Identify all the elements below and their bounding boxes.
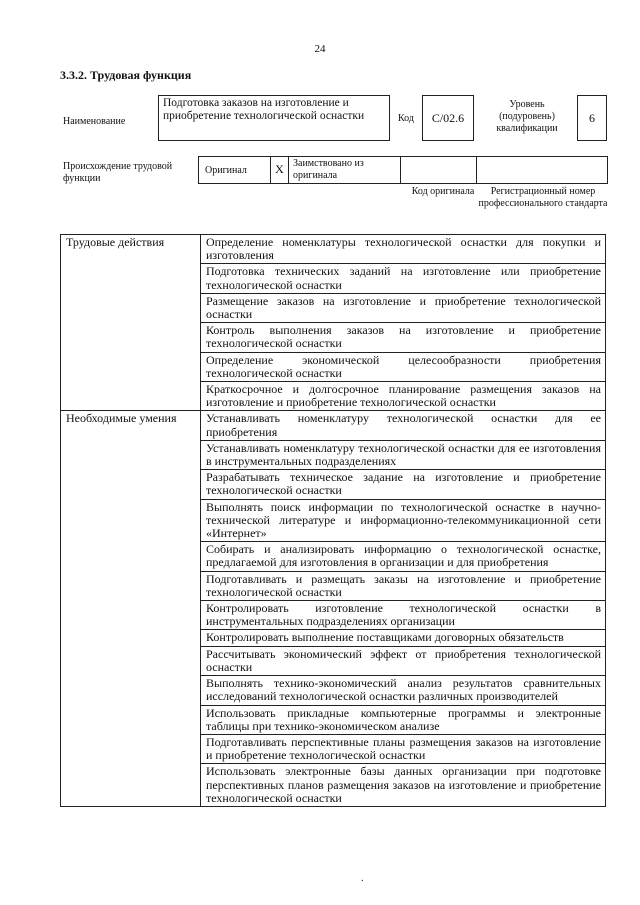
table-cell-item: Контроль выполнения заказов на изготовление и приобретение технологической оснастки xyxy=(201,323,606,352)
table-cell-item: Контролировать выполнение поставщиками договорных обязательств xyxy=(201,630,606,646)
table-cell-item: Контролировать изготовление технологической оснастки в инструментальных подразделениях организации xyxy=(201,601,606,630)
origin-strip xyxy=(198,156,608,184)
footer-mark: . xyxy=(361,873,364,884)
code-original-label: Код оригинала xyxy=(411,186,475,197)
page-number: 24 xyxy=(314,43,326,55)
code-label: Код xyxy=(398,113,414,124)
table-cell-item: Выполнять поиск информации по технологической оснастке в научно-технической литературе и информационно-телекоммуникационной сети «Интернет» xyxy=(201,499,606,542)
table-row xyxy=(61,411,606,440)
section-label: Трудовые действия xyxy=(61,235,201,411)
labor-function-table xyxy=(60,234,606,807)
table-cell-item: Подготавливать и размещать заказы на изготовление и приобретение технологической оснастки xyxy=(201,571,606,600)
reg-number-label: Регистрационный номер профессионального стандарта xyxy=(478,186,608,209)
reg-number-cell xyxy=(477,157,607,183)
origin-label: Происхождение трудовой функции xyxy=(63,161,173,184)
table-cell-item: Краткосрочное и долгосрочное планирование размещения заказов на изготовление и приобретение технологической оснастки xyxy=(201,382,606,411)
table-cell-item: Устанавливать номенклатуру технологической оснастки для ее приобретения xyxy=(201,411,606,440)
original-mark: X xyxy=(271,157,289,183)
level-label: Уровень (подуровень) квалификации xyxy=(496,99,558,134)
section-title: 3.3.2. Трудовая функция xyxy=(60,68,192,82)
original-label: Оригинал xyxy=(205,165,247,176)
table-cell-item: Размещение заказов на изготовление и приобретение технологической оснастки xyxy=(201,293,606,322)
table-cell-item: Использовать прикладные компьютерные программы и электронные таблицы при технико-экономическом анализе xyxy=(201,705,606,734)
section-label: Необходимые умения xyxy=(61,411,201,806)
original-cell xyxy=(199,157,271,183)
name-value: Подготовка заказов на изготовление и приобретение технологической оснастки xyxy=(163,97,365,122)
borrowed-label: Заимствовано из оригинала xyxy=(289,157,401,183)
table-cell-item: Подготавливать перспективные планы размещения заказов на изготовление и приобретение технологической оснастки xyxy=(201,734,606,763)
table-cell-item: Подготовка технических заданий на изготовление или приобретение технологической оснастки xyxy=(201,264,606,293)
name-value-box xyxy=(158,95,390,141)
table-cell-item: Собирать и анализировать информацию о технологической оснастке, предлагаемой для изготовления в организации и для приобретения xyxy=(201,542,606,571)
code-value: С/02.6 xyxy=(422,95,474,141)
table-cell-item: Использовать электронные базы данных организации при подготовке перспективных планов размещения заказов на изготовление и приобретение технологической оснастки xyxy=(201,764,606,807)
table-cell-item: Выполнять технико-экономический анализ результатов сравнительных исследований технологической оснастки различных производителей xyxy=(201,676,606,705)
table-cell-item: Устанавливать номенклатуру технологической оснастки для ее изготовления в инструментальных подразделениях xyxy=(201,440,606,469)
table-cell-item: Определение экономической целесообразности приобретения технологической оснастки xyxy=(201,352,606,381)
table-cell-item: Определение номенклатуры технологической оснастки для покупки и изготовления xyxy=(201,235,606,264)
code-original-cell xyxy=(401,157,477,183)
table-row xyxy=(61,235,606,264)
table-cell-item: Разрабатывать техническое задание на изготовление и приобретение технологической оснастки xyxy=(201,470,606,499)
name-label: Наименование xyxy=(63,116,126,127)
table-cell-item: Рассчитывать экономический эффект от приобретения технологической оснастки xyxy=(201,646,606,675)
level-value: 6 xyxy=(577,95,607,141)
